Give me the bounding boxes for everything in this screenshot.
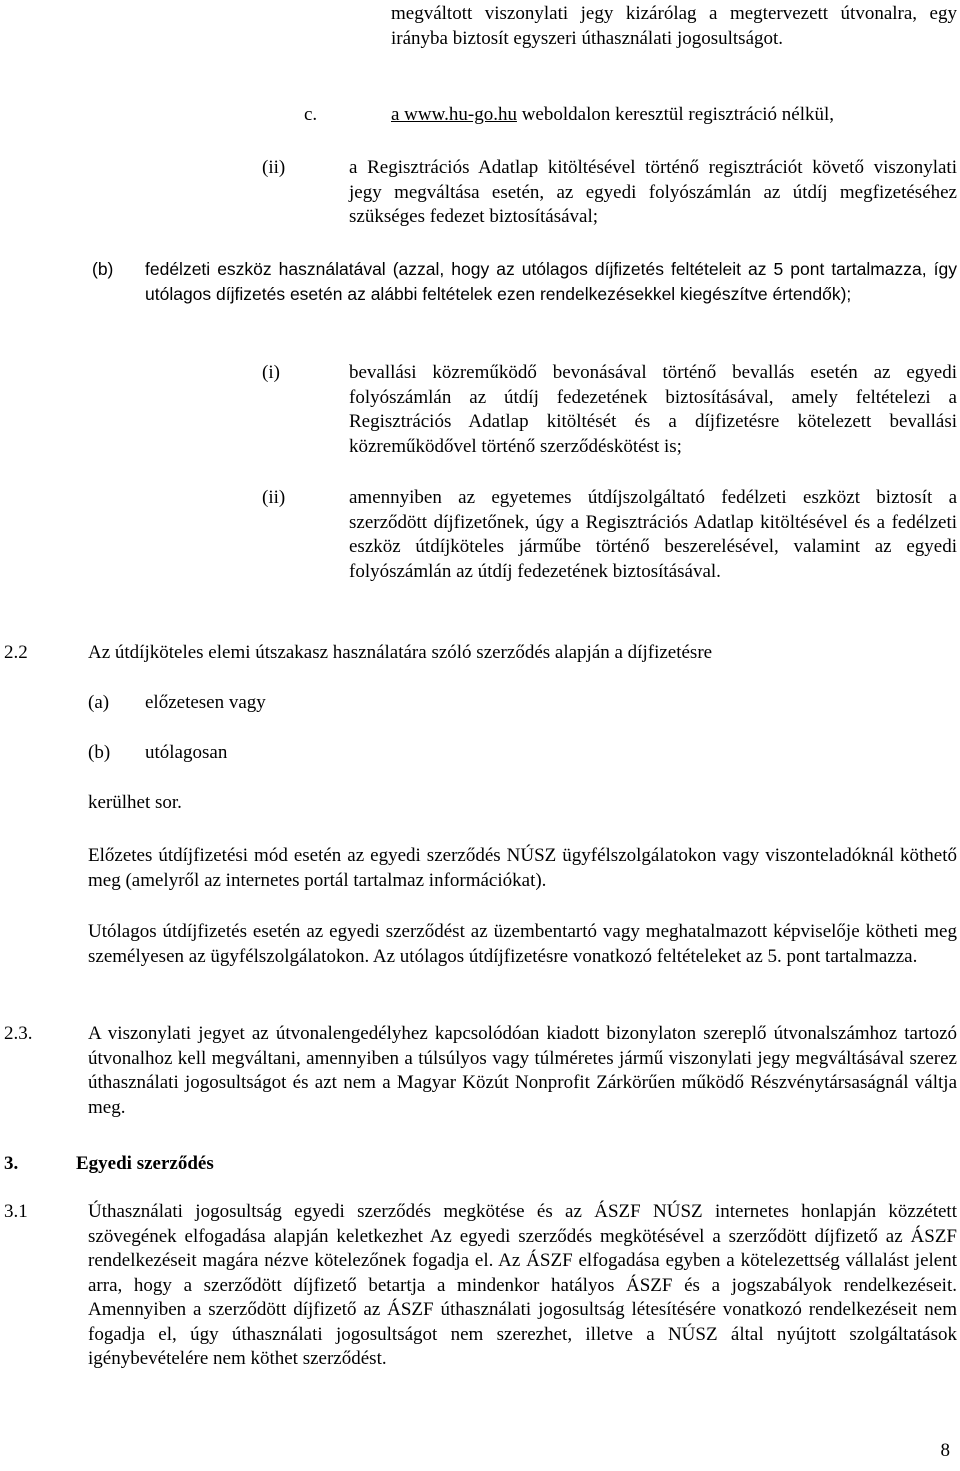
- page-number: 8: [940, 1440, 950, 1461]
- item-b-i-label: (i): [262, 362, 280, 383]
- kerulhet-sor: kerülhet sor.: [88, 792, 182, 813]
- option-a-label: (a): [88, 692, 110, 713]
- section-3-title: Egyedi szerződés: [76, 1153, 214, 1174]
- section-2-3-text: A viszonylati jegyet az útvonalengedélyhez kapcsolódóan kiadott bizonylaton szereplő útvonalszámhoz tartozó útvonalhoz kell megváltani, amennyiben a túlsúlyos vagy túlméretes jármű viszonylati jegy megváltásával szerez úthasználati jogosultságot és azt nem a Magyar Közút Nonprofit Zárkörűen működő Részvénytársaságnál váltja meg.: [88, 1023, 957, 1118]
- option-a-text: előzetesen vagy: [145, 692, 266, 713]
- hu-go-link[interactable]: a www.hu-go.hu: [391, 104, 517, 125]
- item-b-label: (b): [92, 259, 114, 279]
- section-3-1-text: Úthasználati jogosultság egyedi szerződés megkötése és az ÁSZF NÚSZ internetes honlapján közzétett szövegének elfogadása alapján keletkezhet Az egyedi szerződés megkötésével a szerződött díjfizető az ÁSZF rendelkezéseit magára nézve kötelezőnek fogadja el. Az ÁSZF elfogadása egyben a kötelezettség vállalást jelent arra, hogy a szerződött díjfizető betartja a mindenkor hatályos ÁSZF és a jogszabályok rendelkezéseit. Amennyiben a szerződött díjfizető az ÁSZF úthasználati jogosultság létesítésére vonatkozó rendelkezéseit nem fogadja el, úgy úthasználati jogosultságot nem szerezhet, illetve a NÚSZ által nyújtott szolgáltatások igénybevételére nem köthet szerződést.: [88, 1201, 957, 1369]
- item-b-ii-text: amennyiben az egyetemes útdíjszolgáltató fedélzeti eszközt biztosít a szerződött díjfizetőnek, úgy a Regisztrációs Adatlap kitöltésével és a fedélzeti eszköz útdíjköteles járműbe történő beszerelésével, valamint az egyedi folyószámlán az útdíj fedezetének biztosításával.: [349, 487, 957, 582]
- section-3-1: [88, 1200, 957, 1372]
- item-ii-label: (ii): [262, 157, 286, 178]
- item-ii-text: a Regisztrációs Adatlap kitöltésével történő regisztrációt követő viszonylati jegy megváltása esetén, az egyedi folyószámlán az útdíj megfizetéséhez szükséges fedezet biztosításával;: [349, 157, 957, 227]
- option-b-label: (b): [88, 742, 111, 763]
- item-b: [145, 257, 957, 306]
- section-3-number: 3.: [4, 1153, 19, 1174]
- paragraph-utolagos: [88, 920, 957, 969]
- paragraph-elozetes-text: Előzetes útdíjfizetési mód esetén az egyedi szerződés NÚSZ ügyfélszolgálatokon vagy viszonteladóknál köthető meg (amelyről az internetes portál tartalmaz információkat).: [88, 845, 957, 891]
- item-b-i-text: bevallási közreműködő bevonásával történő bevallás esetén az egyedi folyószámlán az útdíj fedezetének biztosításával, amely feltételezi a Regisztrációs Adatlap kitöltését és a díjfizetésre kötelezett bevallási közreműködővel történő szerződéskötést is;: [349, 362, 957, 457]
- section-2-2-number: 2.2: [4, 642, 28, 663]
- item-b-ii-label: (ii): [262, 487, 286, 508]
- section-2-2: [88, 641, 957, 666]
- item-c-label: c.: [304, 104, 318, 125]
- item-b-ii: [349, 486, 957, 584]
- section-2-3-number: 2.3.: [4, 1023, 33, 1044]
- option-b-text: utólagosan: [145, 742, 228, 763]
- continuation-text: megváltott viszonylati jegy kizárólag a megtervezett útvonalra, egy irányba biztosít egyszeri úthasználati jogosultságot.: [391, 3, 957, 49]
- paragraph-elozetes: [88, 844, 957, 893]
- section-2-2-text: Az útdíjköteles elemi útszakasz használatára szóló szerződés alapján a díjfizetésre: [88, 642, 713, 663]
- item-c-text: weboldalon keresztül regisztráció nélkül,: [516, 104, 835, 125]
- item-b-i: [349, 361, 957, 459]
- item-b-text: fedélzeti eszköz használatával (azzal, hogy az utólagos díjfizetés feltételeit az 5 pont tartalmazza, így utólagos díjfizetés esetén az alábbi feltételek ezen rendelkezésekkel kiegészítve értendők);: [145, 259, 957, 304]
- section-3-1-number: 3.1: [4, 1201, 28, 1222]
- section-2-3: [88, 1022, 957, 1120]
- item-c: [391, 103, 957, 128]
- paragraph-utolagos-text: Utólagos útdíjfizetés esetén az egyedi szerződést az üzembentartó vagy meghatalmazott képviselője kötheti meg személyesen az ügyfélszolgálatokon. Az utólagos útdíjfizetésre vonatkozó feltételeket az 5. pont tartalmazza.: [88, 921, 957, 967]
- continuation-paragraph: [391, 2, 957, 51]
- item-ii: [349, 156, 957, 230]
